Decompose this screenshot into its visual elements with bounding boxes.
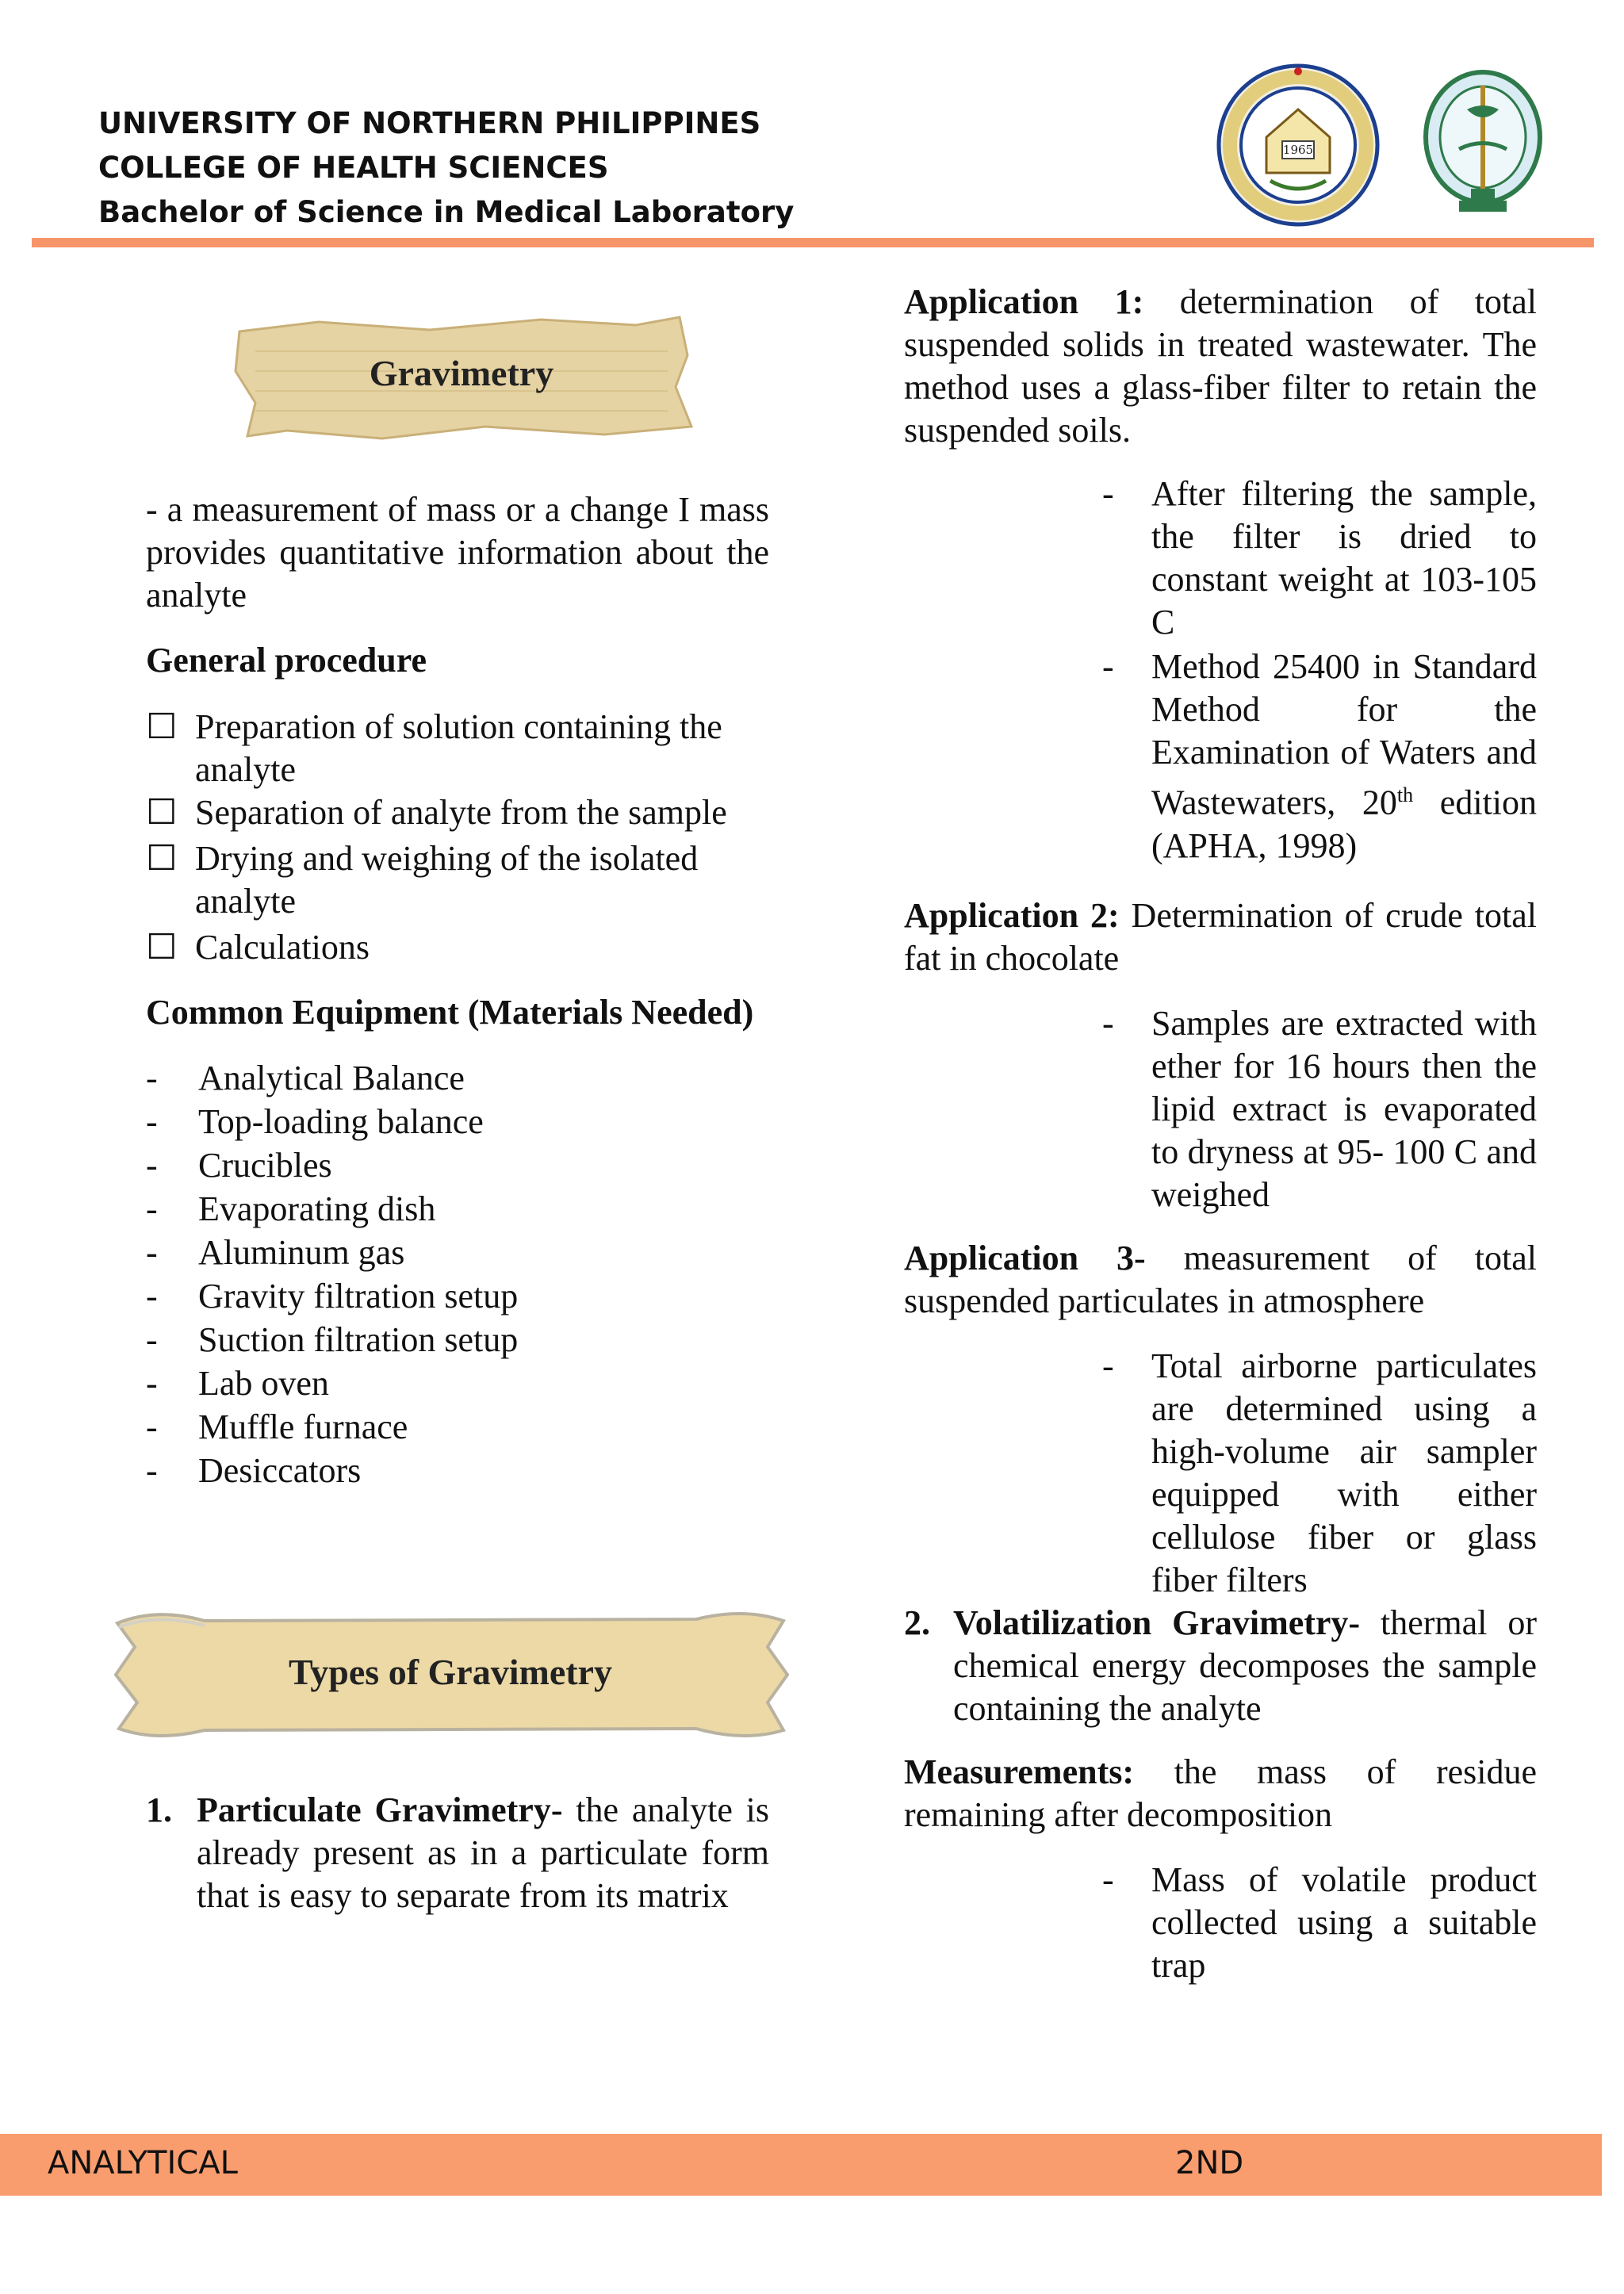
university-name: UNIVERSITY OF NORTHERN PHILIPPINES <box>98 106 761 140</box>
list-item: - After filtering the sample, the filter is dried to constant weight at 103-105 C <box>1102 474 1537 641</box>
type1-title: Particulate Gravimetry- <box>197 1790 563 1829</box>
college-logo <box>1411 62 1554 228</box>
footer-term: 2ND <box>1175 2145 1244 2181</box>
procedure-list <box>146 706 769 969</box>
gravimetry-banner <box>224 308 699 449</box>
footer-subject: ANALYTICAL <box>48 2145 238 2181</box>
checkbox-bullet-icon: ☐ <box>146 793 178 832</box>
seal-year: 1965 <box>1282 143 1314 157</box>
general-procedure-heading: General procedure <box>146 641 427 680</box>
list-item: - Samples are extracted with ether for 16 hours then the lipid extract is evaporated to dryness at 95- 100 C and weighed <box>1102 1003 1537 1214</box>
equipment-list <box>146 1056 769 1492</box>
right-column <box>904 281 1537 1987</box>
type2-number: 2. <box>904 1603 930 1642</box>
page-footer <box>0 2134 1602 2196</box>
list-item: ☐ Calculations <box>146 926 769 969</box>
list-item: - Analytical Balance <box>146 1059 465 1097</box>
checkbox-bullet-icon: ☐ <box>146 707 178 746</box>
list-item: - Gravity filtration setup <box>146 1277 519 1316</box>
college-name: COLLEGE OF HEALTH SCIENCES <box>98 151 609 185</box>
measurements: Measurements: the mass of residue remaining after decomposition <box>904 1752 1537 1834</box>
list-item: ☐ Separation of analyte from the sample <box>146 791 769 834</box>
list-item: - Total airborne particulates are determined using a high-volume air sampler equipped with either cellulose fiber or glass fiber filters <box>1102 1346 1537 1599</box>
header-rule <box>32 238 1594 247</box>
type1-block <box>146 1789 769 1917</box>
list-item: - Muffle furnace <box>146 1407 408 1446</box>
checkbox-bullet-icon: ☐ <box>146 839 178 878</box>
banner-title: Types of Gravimetry <box>289 1652 612 1692</box>
checkbox-bullet-icon: ☐ <box>146 928 178 967</box>
list-item: - Desiccators <box>146 1451 362 1490</box>
type1-text: the analyte is already present as in a particulate form that is easy to separate from its matrix <box>197 1790 770 1915</box>
document-header <box>98 101 891 235</box>
left-column <box>146 488 769 1492</box>
application-1-list <box>1102 473 1537 867</box>
application-3-list <box>1102 1345 1537 1602</box>
type1-number: 1. <box>146 1790 172 1829</box>
list-item: ☐ Preparation of solution containing the analyte <box>146 707 722 789</box>
equipment-heading: Common Equipment (Materials Needed) <box>146 993 754 1032</box>
types-banner <box>109 1603 791 1746</box>
university-seal-logo <box>1215 62 1381 228</box>
application-2: Application 2: Determination of crude total fat in chocolate <box>904 895 1537 978</box>
list-item: - Top-loading balance <box>146 1102 484 1141</box>
list-item: - Method 25400 in Standard Method for the Examination of Waters and Wastewaters, 20th edition (APHA, 1998) <box>1102 647 1537 865</box>
application-2-list <box>1102 1002 1537 1216</box>
type2-block <box>904 1602 1537 1730</box>
list-item: - Mass of volatile product collected using a suitable trap <box>1102 1859 1537 1985</box>
measurements-list <box>1102 1859 1537 1987</box>
list-item: - Crucibles <box>146 1146 332 1185</box>
list-item: - Lab oven <box>146 1364 329 1403</box>
application-3: Application 3- measurement of total suspended particulates in atmosphere <box>904 1238 1537 1320</box>
type2-text: thermal or chemical energy decomposes the sample containing the analyte <box>953 1603 1537 1728</box>
list-item: ☐ Drying and weighing of the isolated analyte <box>146 839 699 921</box>
list-item: - Suction filtration setup <box>146 1320 519 1359</box>
type2-title: Volatilization Gravimetry- <box>953 1603 1361 1642</box>
list-item: - Evaporating dish <box>146 1189 436 1228</box>
definition-text: - a measurement of mass or a change I mass provides quantitative information about the analyte <box>146 490 769 615</box>
program-name: Bachelor of Science in Medical Laboratory <box>98 195 795 229</box>
banner-title: Gravimetry <box>369 353 554 393</box>
list-item: - Aluminum gas <box>146 1233 405 1272</box>
application-1: Application 1: determination of total suspended solids in treated wastewater. The method uses a glass-fiber filter to retain the suspended soils. <box>904 282 1537 450</box>
